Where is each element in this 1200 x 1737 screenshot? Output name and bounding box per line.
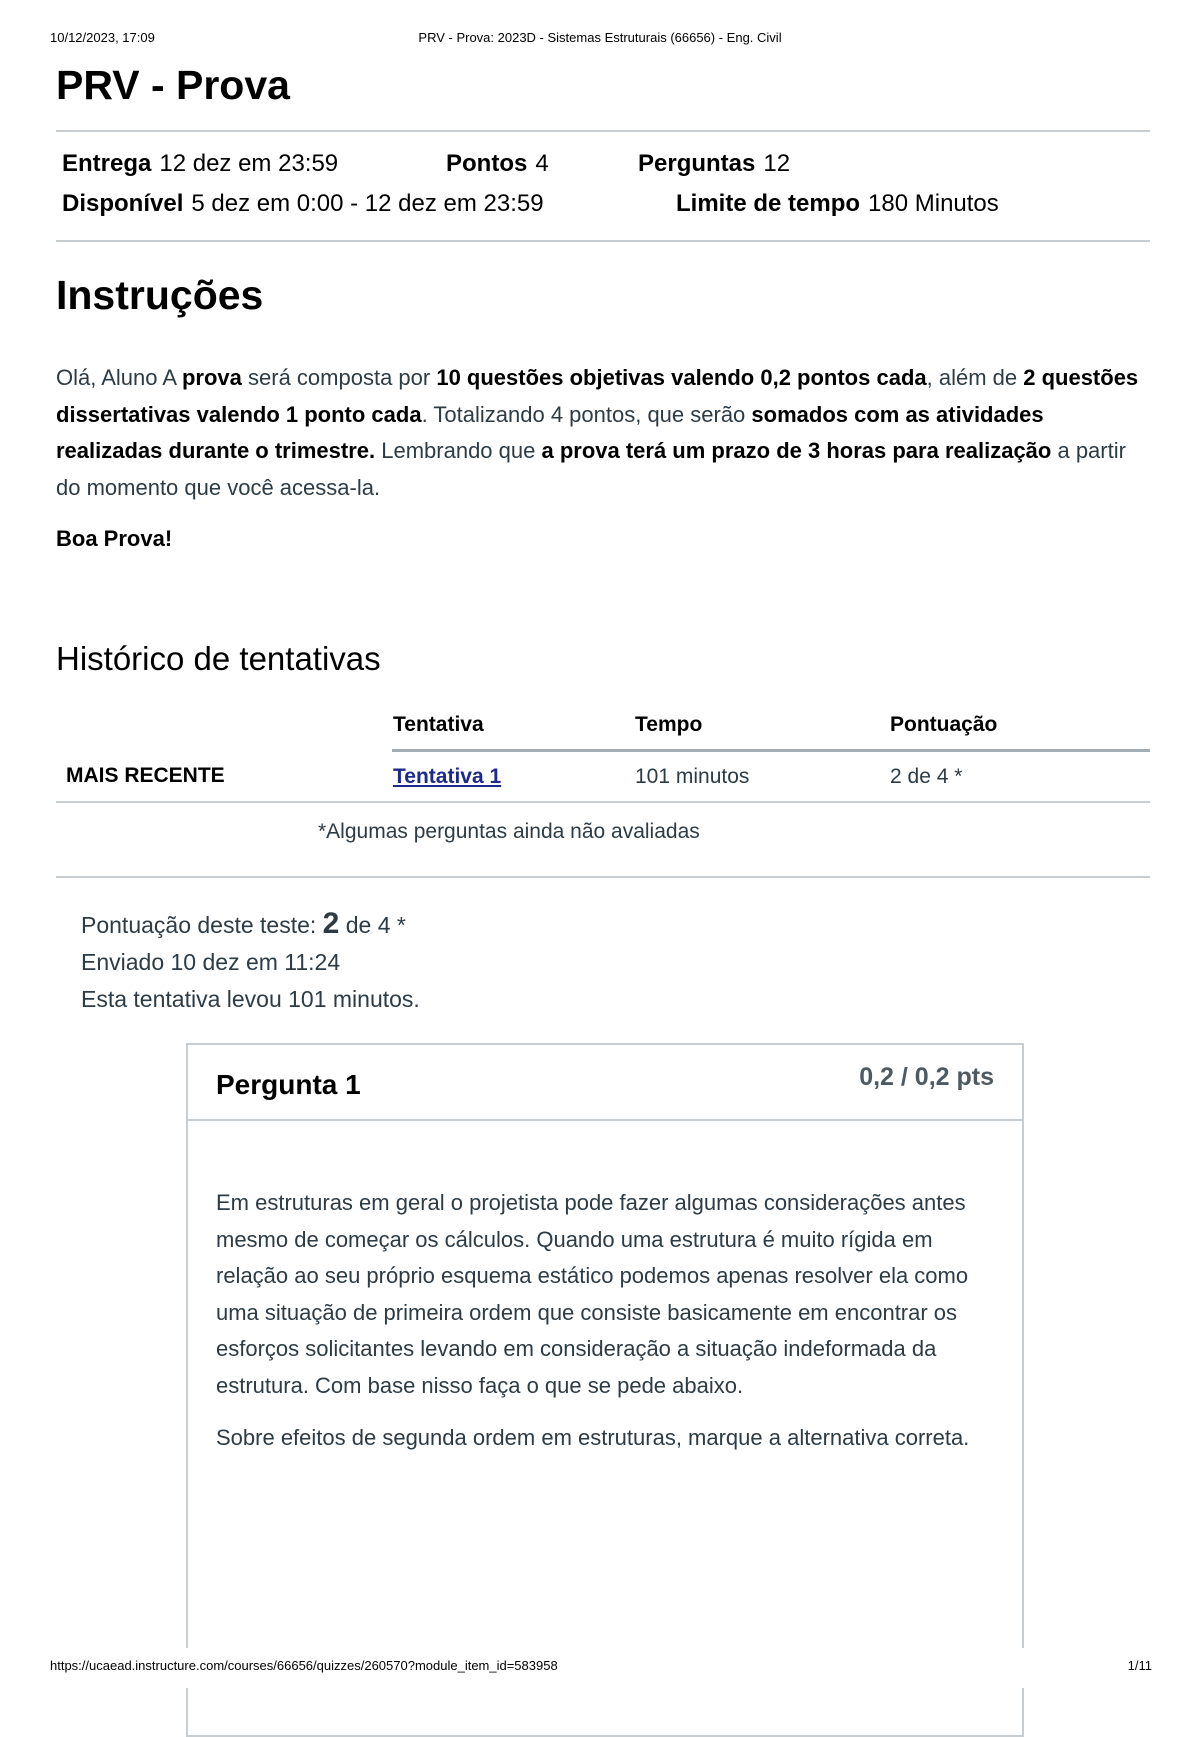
column-header-pontuacao: Pontuação bbox=[889, 700, 1150, 751]
text-run-bold: prova bbox=[181, 365, 242, 390]
detail-entrega bbox=[62, 150, 338, 180]
column-header-tentativa: Tentativa bbox=[392, 700, 634, 751]
text-run: . Totalizando 4 pontos, que serão bbox=[421, 401, 752, 427]
print-doc-title: PRV - Prova: 2023D - Sistemas Estruturais (66656) - Eng. Civil bbox=[418, 30, 782, 45]
detail-value: 12 dez em 23:59 bbox=[159, 150, 339, 177]
detail-perguntas bbox=[638, 150, 790, 180]
text-run: , além de bbox=[926, 365, 1024, 390]
question-title: Pergunta 1 bbox=[216, 1069, 361, 1100]
question-card bbox=[186, 1043, 1024, 1737]
question-text bbox=[216, 1185, 996, 1473]
text-run-bold: 2 questões dissertativas valendo 1 ponto cada bbox=[56, 365, 1139, 427]
detail-limite bbox=[676, 190, 999, 220]
question-points: 0,2 / 0,2 pts bbox=[859, 1063, 994, 1091]
text-run: a partir do momento que você acessa-la. bbox=[56, 438, 1126, 500]
detail-label: Entrega bbox=[62, 150, 152, 177]
text-run: Olá, Aluno A bbox=[56, 365, 182, 390]
divider bbox=[56, 240, 1150, 242]
page-title: PRV - Prova bbox=[56, 62, 290, 108]
sent-line: Enviado 10 dez em 11:24 bbox=[81, 949, 341, 975]
instructions-text bbox=[56, 360, 1150, 506]
column-header bbox=[56, 700, 392, 751]
detail-disponivel bbox=[62, 190, 544, 220]
print-url: https://ucaead.instructure.com/courses/66656/quizzes/260570?module_item_id=583958 bbox=[50, 1658, 558, 1673]
print-footer bbox=[0, 1648, 1200, 1688]
divider bbox=[56, 876, 1150, 878]
table-row bbox=[56, 751, 1150, 803]
detail-pontos bbox=[446, 150, 549, 180]
attempt-link[interactable]: Tentativa 1 bbox=[393, 764, 502, 788]
attempt-history-table bbox=[56, 700, 1150, 803]
detail-label: Disponível bbox=[62, 190, 184, 217]
score-line bbox=[81, 905, 420, 944]
detail-value: 5 dez em 0:00 - 12 dez em 23:59 bbox=[191, 190, 544, 217]
table-header-row bbox=[56, 700, 1150, 751]
detail-label: Limite de tempo bbox=[676, 190, 861, 217]
instructions-heading: Instruções bbox=[56, 272, 264, 318]
question-prompt: Sobre efeitos de segunda ordem em estruturas, marque a alternativa correta. bbox=[216, 1425, 970, 1450]
divider bbox=[56, 130, 1150, 132]
text-run: Lembrando que bbox=[375, 438, 542, 463]
most-recent-label: MAIS RECENTE bbox=[56, 751, 392, 803]
detail-value: 12 bbox=[763, 150, 791, 177]
attempt-summary bbox=[81, 905, 420, 1018]
detail-label: Perguntas bbox=[638, 150, 756, 177]
grading-note: *Algumas perguntas ainda não avaliadas bbox=[318, 820, 700, 843]
column-header-tempo: Tempo bbox=[634, 700, 889, 751]
text-run-bold: somados com as atividades realizadas durante o trimestre. bbox=[56, 401, 1044, 463]
print-page-number: 1/11 bbox=[1127, 1658, 1152, 1673]
history-heading: Histórico de tentativas bbox=[56, 640, 381, 677]
instructions-closing: Boa Prova! bbox=[56, 526, 173, 551]
detail-value: 180 Minutos bbox=[868, 190, 999, 217]
duration-line: Esta tentativa levou 101 minutos. bbox=[81, 986, 420, 1012]
time-cell: 101 minutos bbox=[634, 751, 889, 803]
score-label: Pontuação deste teste: bbox=[81, 912, 323, 938]
text-run-bold: a prova terá um prazo de 3 horas para realização bbox=[541, 438, 1052, 463]
detail-label: Pontos bbox=[446, 150, 528, 177]
text-run-bold: 10 questões objetivas valendo 0,2 pontos cada bbox=[436, 365, 927, 390]
print-header bbox=[0, 30, 1200, 48]
attempt-cell bbox=[392, 751, 634, 803]
text-run: será composta por bbox=[241, 365, 437, 390]
score-suffix: de 4 * bbox=[339, 912, 406, 938]
detail-value: 4 bbox=[535, 150, 549, 177]
score-value: 2 bbox=[322, 907, 340, 940]
score-cell: 2 de 4 * bbox=[889, 751, 1150, 803]
print-datetime: 10/12/2023, 17:09 bbox=[50, 30, 155, 45]
question-header bbox=[188, 1045, 1022, 1121]
question-paragraph: Em estruturas em geral o projetista pode fazer algumas considerações antes mesmo de começar os cálculos. Quando uma estrutura é muito rígida em relação ao seu próprio esquema estático podemos apenas resolver ela como uma situação de primeira ordem que consiste basicamente em encontrar os esforços solicitantes levando em consideração a situação indeformada da estrutura. Com base nisso faça o que se pede abaixo. bbox=[216, 1190, 969, 1398]
